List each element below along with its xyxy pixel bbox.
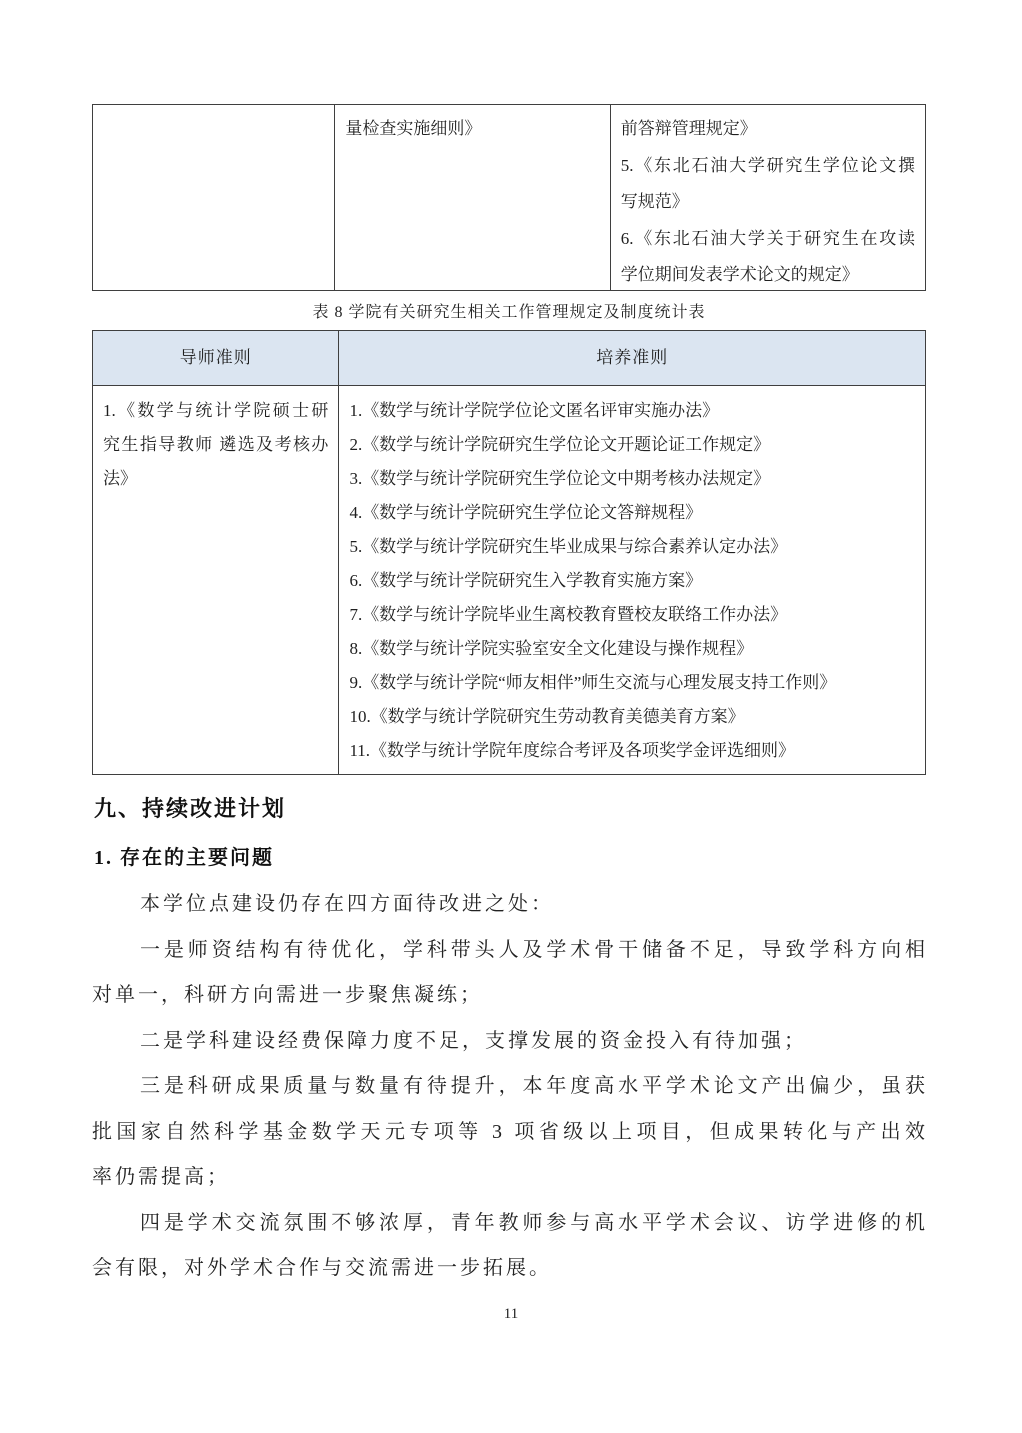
body-line: 批国家自然科学基金数学天元专项等 3 项省级以上项目，但成果转化与产出效 [92, 1120, 928, 1143]
rules-table-header-row [93, 331, 925, 386]
training-rule-item: 5.《数学与统计学院研究生毕业成果与综合素养认定办法》 [349, 536, 788, 556]
section-subheading: 1. 存在的主要问题 [94, 847, 274, 869]
body-line: 对单一，科研方向需进一步聚焦凝练； [92, 984, 483, 1006]
training-rule-item: 9.《数学与统计学院“师友相伴”师生交流与心理发展支持工作则》 [349, 672, 837, 692]
section-heading: 九、持续改进计划 [94, 796, 287, 821]
page-number: 11 [503, 1306, 519, 1322]
table-text-line: 5.《东北石油大学研究生学位论文撰 [620, 155, 915, 175]
rules-table-body-row [93, 386, 925, 774]
mentor-rule-line: 1.《数学与统计学院硕士研 [103, 400, 329, 420]
training-rule-item: 3.《数学与统计学院研究生学位论文中期考核办法规定》 [349, 468, 771, 488]
training-rule-item: 8.《数学与统计学院实验室安全文化建设与操作规程》 [349, 638, 754, 658]
training-rule-item: 2.《数学与统计学院研究生学位论文开题论证工作规定》 [349, 434, 771, 454]
training-rule-item: 6.《数学与统计学院研究生入学教育实施方案》 [349, 570, 703, 590]
section-body [92, 882, 928, 1292]
paragraph [92, 1201, 928, 1292]
continuation-table-middle-cell [334, 105, 609, 290]
continuation-table [92, 104, 926, 291]
mentor-rules-cell [93, 386, 338, 774]
training-rules-header-cell: 培养准则 [338, 331, 925, 385]
paragraph [92, 1064, 928, 1201]
mentor-rule-line: 法》 [103, 468, 137, 488]
continuation-table-right-cell [610, 105, 925, 290]
training-rules-cell [338, 386, 925, 774]
table-text-line: 学位期间发表学术论文的规定》 [620, 265, 859, 284]
training-rule-item: 10.《数学与统计学院研究生劳动教育美德美育方案》 [349, 706, 745, 726]
mentor-rules-header-cell: 导师准则 [179, 347, 252, 367]
table-text-line: 前答辩管理规定》 [620, 119, 757, 138]
paragraph [92, 1019, 928, 1065]
training-rule-item: 7.《数学与统计学院毕业生离校教育暨校友联络工作办法》 [349, 604, 788, 624]
body-line: 率仍需提高； [92, 1166, 230, 1188]
table-text-line: 量检查实施细则》 [345, 119, 482, 138]
training-rule-item: 4.《数学与统计学院研究生学位论文答辩规程》 [349, 502, 703, 522]
paragraph [92, 928, 928, 1019]
training-rule-item: 11.《数学与统计学院年度综合考评及各项奖学金评选细则》 [349, 740, 796, 760]
paragraph [92, 882, 928, 928]
rules-table [92, 330, 926, 775]
mentor-rule-line: 究生指导教师 遴选及考核办 [103, 434, 329, 454]
body-line: 二是学科建设经费保障力度不足，支撑发展的资金投入有待加强； [140, 1029, 807, 1052]
table-caption: 表 8 学院有关研究生相关工作管理规定及制度统计表 [312, 304, 706, 321]
training-rule-item: 1.《数学与统计学院学位论文匿名评审实施办法》 [349, 400, 720, 420]
table-text-line: 写规范》 [620, 192, 689, 211]
body-line: 一是师资结构有待优化，学科带头人及学术骨干储备不足，导致学科方向相 [140, 938, 928, 961]
body-line: 四是学术交流氛围不够浓厚，青年教师参与高水平学术会议、访学进修的机 [140, 1211, 928, 1234]
body-line: 本学位点建设仍存在四方面待改进之处： [140, 893, 554, 915]
body-line: 会有限，对外学术合作与交流需进一步拓展。 [92, 1257, 552, 1279]
table-text-line: 6.《东北石油大学关于研究生在攻读 [620, 228, 915, 248]
continuation-table-empty-cell [93, 105, 334, 290]
body-line: 三是科研成果质量与数量有待提升，本年度高水平学术论文产出偏少，虽获 [140, 1075, 928, 1097]
